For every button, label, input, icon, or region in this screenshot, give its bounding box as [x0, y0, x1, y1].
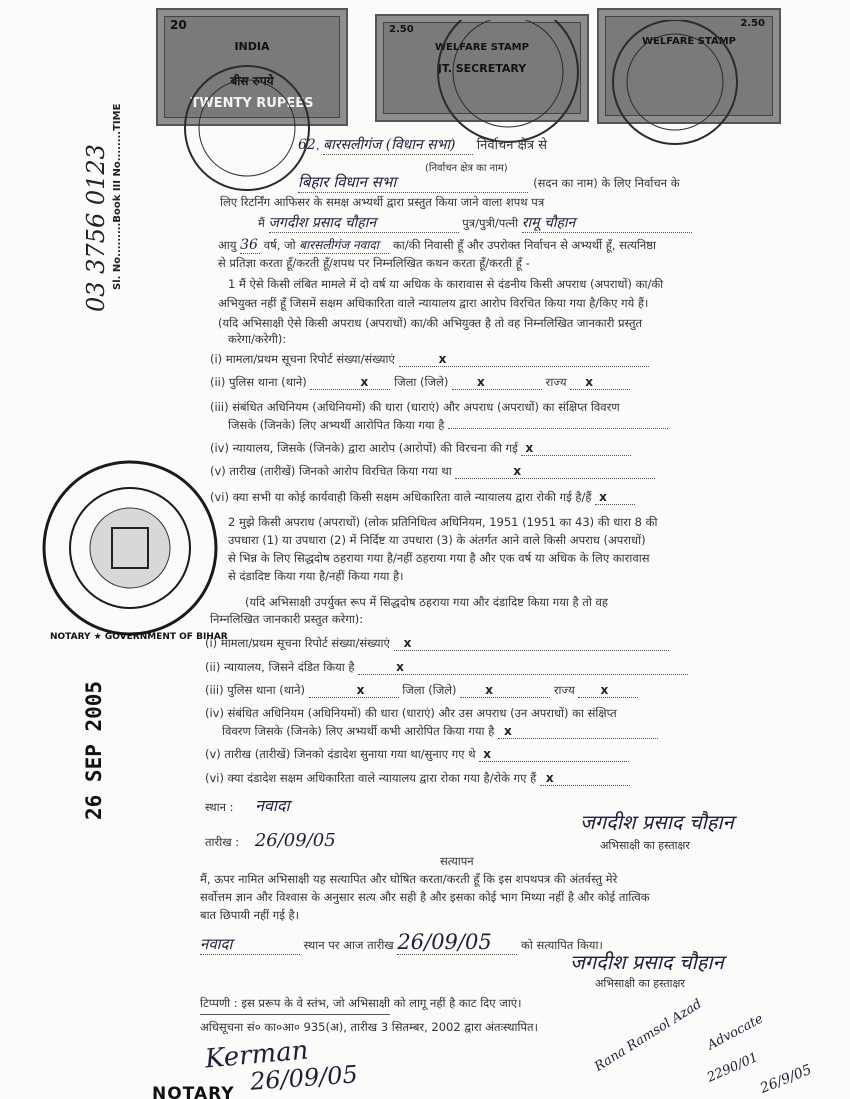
s1-item-ii-state-label: राज्य: [545, 375, 567, 389]
candidate-age: 36: [240, 237, 260, 254]
s2-para6: निम्नलिखित जानकारी प्रस्तुत करेगा):: [210, 612, 364, 626]
s1-item-ii: [210, 375, 630, 390]
mark-x: x: [477, 375, 485, 389]
me-label: मैं: [258, 216, 265, 230]
verification-line-2: सर्वोत्तम ज्ञान और विश्वास के अनुसार सत्य और सही है और इसका कोई भाग मिथ्या नहीं है और कोई तात्विक: [200, 890, 650, 904]
cancel-circle-3: [613, 20, 737, 144]
s2-item-iv-b-label: विवरण जिसके (जिनके) लिए अभ्यर्थी कभी आरोपित किया गया है: [222, 724, 495, 738]
s1-item-iii-b: [228, 418, 668, 433]
mark-x: x: [545, 771, 554, 785]
s2-para5: (यदि अभिसाक्षी उपर्युक्त रूप में सिद्धदोष ठहराया गया और दंडादिष्ट किया गया है तो वह: [245, 595, 608, 609]
s1-item-iv-label: (iv) न्यायालय, जिसके (जिनके) द्वारा आरोप (आरोपों) की विरचना की गई: [210, 441, 518, 455]
affirm-line: से प्रतिज्ञा करता हूँ/करती हूँ/शपथ पर निम्नलिखित कथन करता हूँ/करती हूँ -: [218, 256, 530, 270]
verification-signature: जगदीश प्रसाद चौहान: [570, 950, 724, 974]
s1-para2: अभियुक्त नहीं हूँ जिसमें सक्षम अधिकारिता वाले न्यायालय द्वारा आरोप विरचित किया गया है/किए गये हैं।: [218, 296, 649, 310]
s2-para2: उपधारा (1) या उपधारा (2) में निर्दिष्ट या उपधारा (3) के अंतर्गत आने वाले किसी अपराध (अपराधों): [228, 533, 646, 547]
s1-court-field: [521, 441, 631, 456]
place-value: नवादा: [255, 796, 290, 815]
advocate-date: 26/9/05: [758, 1061, 815, 1097]
constituency-suffix: निर्वाचन क्षेत्र से: [476, 138, 547, 153]
seal-center: [90, 508, 170, 588]
intro-line: लिए रिटर्निंग आफिसर के समक्ष अभ्यर्थी द्वारा प्रस्तुत किया जाने वाला शपथ पत्र: [220, 195, 545, 209]
s2-date-field: [479, 747, 629, 762]
advocate-reg: 2290/01: [705, 1050, 761, 1086]
constituency-name: बारसलीगंज (विधान सभा): [323, 135, 473, 155]
s1-item-v-label: (v) तारीख (तारीखें) जिनको आरोप विरचित किया गया था: [210, 464, 452, 478]
verification-title: सत्यापन: [440, 854, 474, 868]
s1-item-i: [210, 352, 649, 367]
s2-item-i-field: [394, 636, 669, 651]
s1-item-iii-b-label: जिसके (जिनके) लिए अभ्यर्थी आरोपित किया गया है: [228, 418, 445, 432]
stamp-value: 2.50: [740, 18, 765, 29]
relation-label: पुत्र/पुत्री/पत्नी: [462, 216, 519, 230]
verification-date: 26/09/05: [397, 930, 517, 955]
verification-line-3: बात छिपायी नहीं गई है।: [200, 908, 299, 922]
s1-item-i-label: (i) मामला/प्रथम सूचना रिपोर्ट संख्या/संख्याएं: [210, 352, 395, 366]
date-row: [205, 830, 336, 851]
mark-x: x: [600, 683, 609, 697]
stamp-value: 2.50: [389, 24, 414, 35]
footer-rule: [200, 1014, 390, 1015]
notary-label: NOTARY: [152, 1084, 235, 1099]
s2-para4: से दंडादिष्ट किया गया है/नहीं किया गया है।: [228, 569, 404, 583]
verification-text-b: को सत्यापित किया।: [521, 938, 603, 952]
deponent-signature: जगदीश प्रसाद चौहान: [580, 810, 734, 834]
s1-item-vi: [210, 490, 635, 505]
mark-x: x: [483, 747, 491, 761]
mark-x: x: [485, 683, 493, 697]
candidate-place: बारसलीगंज नवादा: [299, 236, 389, 254]
notary-seal: [42, 450, 228, 650]
s1-item-iii-field: [448, 428, 668, 429]
age-label: आयु: [218, 238, 237, 252]
s2-item-iii-district-label: जिला (जिले): [402, 683, 457, 697]
s2-item-iv-a: (iv) संबंधित अधिनियम (अधिनियमों) की धारा (धाराएं) और उस अपराध (उन अपराधों) का संक्षिप्त: [205, 706, 617, 720]
s1-state-field: [570, 375, 630, 390]
candidate-line: [258, 213, 692, 233]
cancel-circle-1-inner: [199, 80, 295, 176]
registration-serial: 03 3756 0123: [82, 144, 110, 312]
house-caption: (सदन का नाम) के लिए निर्वाचन के: [533, 176, 680, 190]
place-label: स्थान :: [205, 800, 234, 814]
age-suffix: वर्ष, जो: [263, 238, 296, 252]
s2-state-field: [578, 683, 638, 698]
s1-date-field: [455, 464, 655, 479]
advocate-name: Rana Ramsol Azad: [592, 996, 705, 1075]
verification-place: नवादा: [200, 934, 300, 955]
cancel-circle-2-inner: [453, 20, 563, 127]
s2-item-vi: [205, 771, 630, 786]
s2-item-iii: [205, 683, 638, 698]
s2-item-iii-police-label: (iii) पुलिस थाना (थाने): [205, 683, 305, 697]
mark-x: x: [438, 352, 447, 366]
mark-x: x: [525, 441, 534, 455]
s2-item-iv-field: [498, 724, 658, 739]
verification-text-a: स्थान पर आज तारीख: [303, 938, 394, 952]
cancel-circle-2: [438, 20, 578, 142]
seal-text: NOTARY ★ GOVERNMENT OF BIHAR: [50, 632, 228, 642]
mark-x: x: [513, 464, 522, 478]
s1-stay-field: [595, 490, 635, 505]
s1-item-iii-a: (iii) संबंधित अधिनियम (अधिनियमों) की धारा (धाराएं) और अपराध (अपराधों) का संक्षिप्त विवरण: [210, 400, 620, 414]
constituency-line: 62, बारसलीगंज (विधान सभा) निर्वाचन क्षेत्र से: [298, 137, 547, 153]
resident-text: का/की निवासी हूँ और उपरोक्त निर्वाचन से अभ्यर्थी हूँ, सत्यनिष्ठा: [392, 238, 657, 252]
notary-signature: Kerman: [203, 1035, 310, 1075]
s1-item-ii-district-label: जिला (जिले): [394, 375, 449, 389]
s1-item-iv: [210, 441, 631, 456]
advocate-title: Advocate: [705, 1011, 766, 1054]
house-line: [298, 172, 680, 193]
s1-para1: 1 मैं ऐसे किसी लंबित मामले में दो वर्ष या अधिक के कारावास से दंडनीय किसी अपराध (अपराधों) का/की: [228, 277, 664, 291]
mark-x: x: [360, 375, 369, 389]
received-date-stamp: 26 SEP 2005: [82, 680, 106, 820]
s1-item-ii-police-label: (ii) पुलिस थाना (थाने): [210, 375, 307, 389]
s2-item-i: [205, 636, 669, 651]
s2-item-ii: [205, 660, 688, 675]
candidate-name: जगदीश प्रसाद चौहान: [269, 213, 459, 233]
s2-item-v: [205, 747, 629, 762]
stamp-label: WELFARE STAMP: [642, 36, 736, 47]
verification-line-1: मैं, ऊपर नामित अभिसाक्षी यह सत्यापित और घोषित करता/करती हूँ कि इस शपथपत्र की अंतर्वस्तु मेरे: [200, 872, 618, 886]
mark-x: x: [403, 636, 412, 650]
constituency-number: 62: [298, 137, 316, 153]
mark-x: x: [585, 375, 593, 389]
cancel-circle-1: [185, 66, 309, 190]
age-line: [218, 236, 656, 254]
s1-district-field: [452, 375, 542, 390]
date-label: तारीख :: [205, 835, 240, 849]
footer-notification: अधिसूचना सं० का०आ० 935(अ), तारीख 3 सितम्बर, 2002 द्वारा अंतःस्थापित।: [200, 1020, 538, 1034]
s1-item-v: [210, 464, 655, 479]
date-value: 26/09/05: [254, 830, 336, 851]
stamp-label: WELFARE STAMP: [435, 42, 529, 53]
s2-item-vi-label: (vi) क्या दंडादेश सक्षम अधिकारिता वाले न्यायालय द्वारा रोका गया है/रोके गए हैं: [205, 771, 537, 785]
stamp-label: TWENTY RUPEES: [190, 96, 314, 111]
deponent-signature-caption: अभिसाक्षी का हस्ताक्षर: [600, 839, 690, 852]
mark-x: x: [599, 490, 607, 504]
mark-x: x: [396, 660, 404, 674]
verification-signature-caption: अभिसाक्षी का हस्ताक्षर: [595, 977, 685, 990]
stamp-value: 20: [170, 18, 187, 32]
s1-item-i-field: [399, 352, 649, 367]
s2-item-i-label: (i) मामला/प्रथम सूचना रिपोर्ट संख्या/संख्याएं: [205, 636, 390, 650]
cancel-circle-3-inner: [627, 34, 723, 130]
s1-para3: (यदि अभिसाक्षी ऐसे किसी अपराध (अपराधों) का/की अभियुक्त है तो वह निम्नलिखित जानकारी प्रस्तुत: [218, 316, 643, 330]
s2-item-ii-label: (ii) न्यायालय, जिसने दंडित किया है: [205, 660, 355, 674]
mark-x: x: [356, 683, 365, 697]
stamp-overprint: JT. SECRETARY: [437, 62, 527, 75]
verification-line-4: [200, 930, 603, 955]
s2-item-v-label: (v) तारीख (तारीखें) जिनको दंडादेश सुनाया गया था/सुनाए गए थे: [205, 747, 476, 761]
registration-book-line: Sl. No.........Book III No........TIME: [112, 103, 123, 290]
footer-note: टिप्पणी : इस प्ररूप के वे स्तंभ, जो अभिसाक्षी को लागू नहीं है काट दिए जाएं।: [200, 996, 522, 1010]
mark-x: x: [503, 724, 512, 738]
s2-item-ii-field: [358, 660, 688, 675]
s2-item-iv-b: [222, 724, 658, 739]
s2-item-iii-state-label: राज्य: [553, 683, 575, 697]
stamp-emblem: INDIA: [234, 40, 270, 53]
s2-para3: से भिन्न के लिए सिद्धदोष ठहराया गया है/नहीं ठहराया गया है और एक वर्ष या अधिक के लिए कारावास: [228, 551, 650, 565]
s2-police-field: [309, 683, 399, 698]
house-name: बिहार विधान सभा: [298, 172, 528, 193]
father-name: रामू चौहान: [522, 213, 692, 233]
s1-para4: करेगा/करेगी):: [228, 332, 287, 346]
constituency-caption: (निर्वाचन क्षेत्र का नाम): [425, 163, 508, 174]
place-row: [205, 794, 290, 816]
s2-para1: 2 मुझे किसी अपराध (अपराधों) (लोक प्रतिनिधित्व अधिनियम, 1951 (1951 का 43) की धारा 8 की: [228, 515, 658, 529]
s1-item-vi-label: (vi) क्या सभी या कोई कार्यवाही किसी सक्षम अधिकारिता वाले न्यायालय द्वारा रोकी गई है/हैं: [210, 490, 592, 504]
stamp-hindi-label: बीस रुपये: [230, 74, 274, 88]
s2-stay-field: [540, 771, 630, 786]
notary-date: 26/09/05: [249, 1060, 359, 1096]
s2-district-field: [460, 683, 550, 698]
s1-police-field: [310, 375, 390, 390]
